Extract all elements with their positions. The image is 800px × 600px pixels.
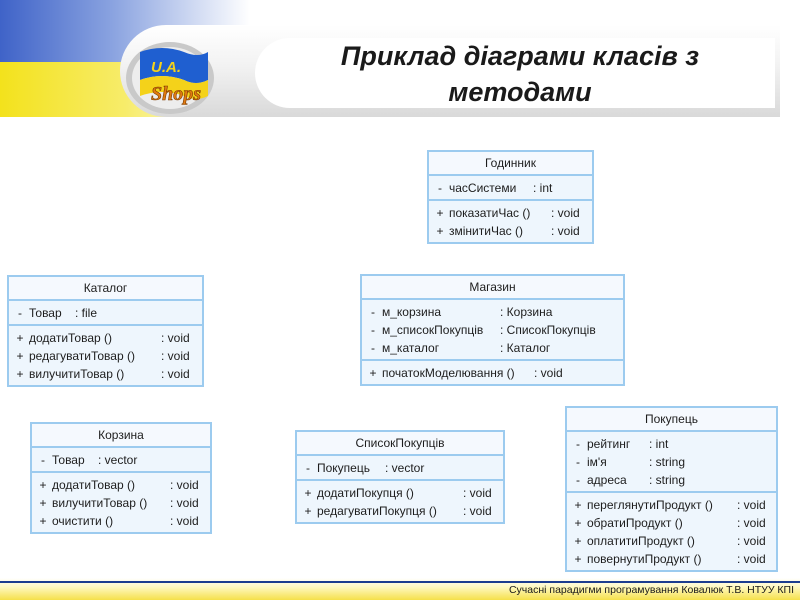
class-box-shop	[360, 274, 625, 386]
attribute-type: : int	[533, 181, 553, 195]
attribute-name: рейтинг	[587, 437, 631, 451]
method-type: : void	[161, 349, 190, 363]
visibility-marker: +	[574, 516, 582, 530]
method-name: додатиПокупця ()	[317, 486, 414, 500]
attribute-name: Покупець	[317, 461, 370, 475]
method-type: : void	[737, 534, 766, 548]
method-type: : void	[551, 206, 580, 220]
attributes-section	[362, 300, 623, 361]
attribute-type: : Каталог	[500, 341, 551, 355]
visibility-marker: +	[39, 514, 47, 528]
method-type: : void	[161, 367, 190, 381]
method-name: обратиПродукт ()	[587, 516, 683, 530]
attributes-section	[9, 301, 202, 326]
methods-section	[429, 201, 592, 242]
method-row	[9, 365, 202, 383]
attribute-type: : string	[649, 455, 686, 469]
attribute-type: : Корзина	[500, 305, 553, 319]
method-row	[362, 364, 623, 382]
attribute-type: : int	[649, 437, 669, 451]
visibility-marker: +	[574, 534, 582, 548]
method-row	[429, 204, 592, 222]
class-name: СписокПокупців	[297, 432, 503, 456]
method-name: вилучитиТовар ()	[29, 367, 125, 381]
attribute-row	[362, 321, 623, 339]
class-name: Годинник	[429, 152, 592, 176]
method-type: : void	[170, 514, 199, 528]
method-name: очистити ()	[52, 514, 114, 528]
attribute-name: м_списокПокупців	[382, 323, 484, 337]
attribute-name: ім'я	[587, 455, 607, 469]
method-type: : void	[737, 552, 766, 566]
method-row	[32, 494, 210, 512]
visibility-marker: +	[574, 498, 582, 512]
visibility-marker: -	[576, 455, 580, 469]
method-name: вилучитиТовар ()	[52, 496, 148, 510]
attribute-name: часСистеми	[449, 181, 517, 195]
methods-section	[297, 481, 503, 522]
attribute-row	[567, 453, 776, 471]
method-name: редагуватиТовар ()	[29, 349, 135, 363]
attribute-type: : string	[649, 473, 686, 487]
attribute-row	[429, 179, 592, 197]
attribute-type: : vector	[385, 461, 425, 475]
class-box-clock	[427, 150, 594, 244]
class-name: Магазин	[362, 276, 623, 300]
method-row	[32, 476, 210, 494]
method-name: переглянутиПродукт ()	[587, 498, 713, 512]
method-name: додатиТовар ()	[52, 478, 136, 492]
method-row	[9, 329, 202, 347]
method-name: додатиТовар ()	[29, 331, 113, 345]
method-type: : void	[737, 516, 766, 530]
method-row	[297, 502, 503, 520]
attribute-row	[567, 471, 776, 489]
attribute-row	[362, 303, 623, 321]
class-name: Корзина	[32, 424, 210, 448]
visibility-marker: -	[306, 461, 310, 475]
visibility-marker: -	[371, 341, 375, 355]
method-row	[9, 347, 202, 365]
shops-logo	[122, 38, 222, 116]
method-name: редагуватиПокупця ()	[317, 504, 437, 518]
attributes-section	[429, 176, 592, 201]
attribute-name: м_каталог	[382, 341, 440, 355]
slide-title: Приклад діаграми класів з методами	[340, 41, 700, 107]
logo-badge-text: U.A.	[151, 59, 181, 76]
attribute-type: : vector	[98, 453, 138, 467]
visibility-marker: +	[39, 496, 47, 510]
class-box-catalog	[7, 275, 204, 387]
method-type: : void	[170, 496, 199, 510]
visibility-marker: +	[304, 486, 312, 500]
method-type: : void	[463, 504, 492, 518]
visibility-marker: +	[436, 206, 444, 220]
attribute-type: : file	[75, 306, 98, 320]
attributes-section	[297, 456, 503, 481]
method-row	[567, 514, 776, 532]
attributes-section	[32, 448, 210, 473]
attribute-row	[297, 459, 503, 477]
visibility-marker: +	[16, 367, 24, 381]
class-name: Покупець	[567, 408, 776, 432]
visibility-marker: -	[371, 305, 375, 319]
attributes-section	[567, 432, 776, 493]
method-row	[567, 496, 776, 514]
method-name: оплатитиПродукт ()	[587, 534, 695, 548]
class-name: Каталог	[9, 277, 202, 301]
class-box-buyer-list	[295, 430, 505, 524]
visibility-marker: +	[16, 331, 24, 345]
visibility-marker: -	[438, 181, 442, 195]
method-type: : void	[170, 478, 199, 492]
attribute-name: адреса	[587, 473, 627, 487]
attribute-name: Товар	[52, 453, 85, 467]
footer-text: Сучасні парадигми програмування Ковалюк Т.В. НТУУ КПІ	[508, 584, 794, 596]
visibility-marker: +	[369, 366, 377, 380]
class-box-cart	[30, 422, 212, 534]
visibility-marker: -	[576, 437, 580, 451]
footer-divider	[0, 581, 800, 583]
method-name: повернутиПродукт ()	[587, 552, 702, 566]
method-name: змінитиЧас ()	[449, 224, 523, 238]
logo-text: Shops	[150, 83, 202, 105]
method-row	[297, 484, 503, 502]
methods-section	[362, 361, 623, 384]
visibility-marker: -	[18, 306, 22, 320]
visibility-marker: +	[436, 224, 444, 238]
attribute-name: Товар	[29, 306, 62, 320]
method-type: : void	[737, 498, 766, 512]
method-name: початокМоделювання ()	[382, 366, 515, 380]
attribute-row	[9, 304, 202, 322]
method-type: : void	[463, 486, 492, 500]
method-type: : void	[534, 366, 563, 380]
method-row	[567, 550, 776, 568]
visibility-marker: +	[16, 349, 24, 363]
method-type: : void	[161, 331, 190, 345]
visibility-marker: -	[371, 323, 375, 337]
methods-section	[32, 473, 210, 532]
visibility-marker: -	[41, 453, 45, 467]
methods-section	[9, 326, 202, 385]
methods-section	[567, 493, 776, 570]
visibility-marker: +	[39, 478, 47, 492]
method-row	[567, 532, 776, 550]
attribute-type: : СписокПокупців	[500, 323, 596, 337]
attribute-row	[362, 339, 623, 357]
method-row	[32, 512, 210, 530]
visibility-marker: +	[304, 504, 312, 518]
method-type: : void	[551, 224, 580, 238]
attribute-row	[32, 451, 210, 469]
method-name: показатиЧас ()	[449, 206, 531, 220]
attribute-row	[567, 435, 776, 453]
attribute-name: м_корзина	[382, 305, 442, 319]
class-box-buyer	[565, 406, 778, 572]
visibility-marker: -	[576, 473, 580, 487]
visibility-marker: +	[574, 552, 582, 566]
method-row	[429, 222, 592, 240]
